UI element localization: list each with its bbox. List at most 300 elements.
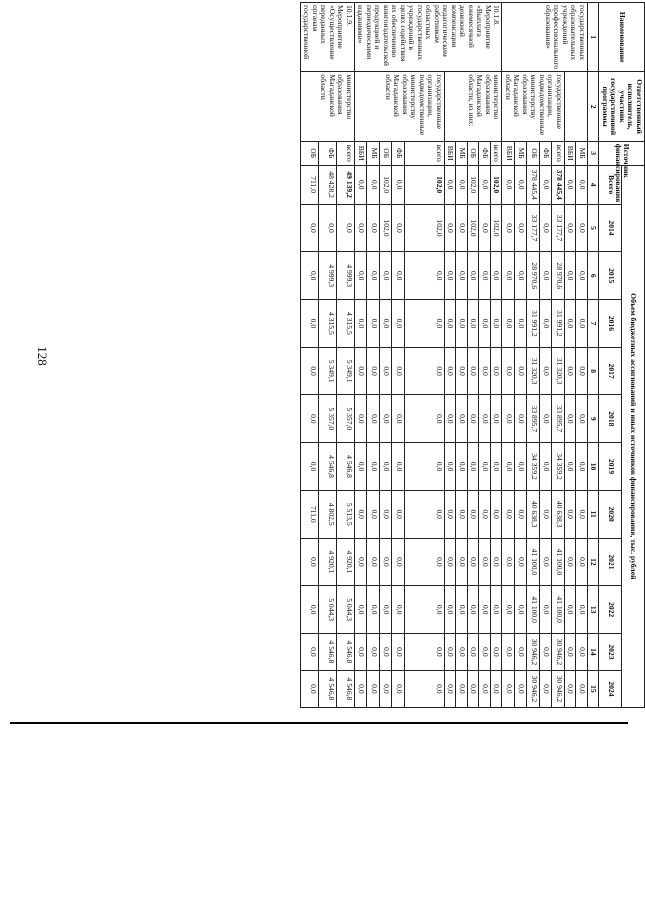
year-value: 0,0 — [491, 633, 503, 670]
year-value: 0,0 — [576, 670, 588, 707]
year-value: 0,0 — [565, 300, 577, 348]
year-value: 0,0 — [576, 347, 588, 395]
funding-source: всего — [405, 141, 445, 165]
year-value: 0,0 — [479, 204, 491, 252]
table-body — [301, 3, 588, 708]
year-value: 0,0 — [456, 586, 468, 634]
year-value: 0,0 — [479, 538, 491, 586]
year-value: 5 044,3 — [337, 586, 355, 634]
column-number: 14 — [588, 633, 600, 670]
year-value: 0,0 — [456, 490, 468, 538]
year-value: 0,0 — [380, 252, 393, 300]
total-value: 48 428,2 — [319, 165, 337, 204]
funding-source: ОБ — [380, 141, 393, 165]
year-value: 0,0 — [301, 586, 319, 634]
header-year: 2021 — [599, 538, 622, 586]
column-number: 13 — [588, 586, 600, 634]
year-value: 0,0 — [405, 300, 445, 348]
year-value: 31 320,3 — [552, 347, 565, 395]
year-value: 30 946,2 — [552, 633, 565, 670]
year-value: 0,0 — [502, 443, 515, 491]
column-number: 3 — [588, 141, 600, 165]
year-value: 0,0 — [540, 395, 553, 443]
year-value: 102,0 — [468, 204, 480, 252]
year-value: 0,0 — [502, 395, 515, 443]
year-value: 0,0 — [445, 490, 457, 538]
year-value: 5 357,0 — [337, 395, 355, 443]
year-value: 0,0 — [355, 395, 368, 443]
header-year: 2016 — [599, 300, 622, 348]
year-value: 0,0 — [540, 347, 553, 395]
column-number: 15 — [588, 670, 600, 707]
year-value: 0,0 — [445, 300, 457, 348]
year-value: 0,0 — [405, 490, 445, 538]
funding-source: ФБ — [319, 141, 337, 165]
table-row — [405, 3, 445, 708]
year-value: 0,0 — [355, 490, 368, 538]
year-value: 0,0 — [565, 395, 577, 443]
year-value: 0,0 — [367, 586, 380, 634]
year-value: 0,0 — [491, 443, 503, 491]
total-value: 102,0 — [405, 165, 445, 204]
year-value: 0,0 — [301, 300, 319, 348]
total-value: 0,0 — [367, 165, 380, 204]
funding-source: ВБИ — [445, 141, 457, 165]
header-total: Всего — [599, 165, 622, 204]
year-value: 41 100,0 — [552, 586, 565, 634]
year-value: 0,0 — [565, 670, 577, 707]
year-value: 0,0 — [479, 670, 491, 707]
year-value: 5 349,1 — [337, 347, 355, 395]
year-value: 0,0 — [491, 586, 503, 634]
year-value: 0,0 — [515, 395, 528, 443]
year-value: 0,0 — [479, 347, 491, 395]
year-value: 711,0 — [301, 490, 319, 538]
funding-source: ВБИ — [355, 141, 368, 165]
total-value: 0,0 — [502, 165, 515, 204]
year-value: 0,0 — [337, 204, 355, 252]
header-year: 2024 — [599, 670, 622, 707]
total-value: 0,0 — [576, 165, 588, 204]
year-value: 0,0 — [515, 633, 528, 670]
column-number: 4 — [588, 165, 600, 204]
executor-name: государственные организации, подведомственные министерству образования Магаданской области — [355, 72, 445, 141]
year-value: 0,0 — [468, 395, 480, 443]
year-value: 0,0 — [479, 490, 491, 538]
year-value: 41 100,0 — [527, 538, 540, 586]
year-value: 0,0 — [445, 670, 457, 707]
year-value: 33 177,7 — [552, 204, 565, 252]
year-value: 0,0 — [445, 633, 457, 670]
total-value: 0,0 — [445, 165, 457, 204]
year-value: 0,0 — [367, 443, 380, 491]
year-value: 0,0 — [540, 204, 553, 252]
funding-source: ОБ — [468, 141, 480, 165]
year-value: 0,0 — [540, 586, 553, 634]
year-value: 0,0 — [301, 252, 319, 300]
year-value: 41 100,0 — [552, 538, 565, 586]
year-value: 0,0 — [367, 300, 380, 348]
funding-source: ФБ — [479, 141, 491, 165]
column-number: 11 — [588, 490, 600, 538]
year-value: 0,0 — [456, 443, 468, 491]
year-value: 0,0 — [380, 443, 393, 491]
year-value: 0,0 — [502, 538, 515, 586]
column-number: 6 — [588, 252, 600, 300]
year-value: 0,0 — [565, 252, 577, 300]
year-value: 0,0 — [515, 538, 528, 586]
year-value: 0,0 — [405, 670, 445, 707]
year-value: 0,0 — [301, 538, 319, 586]
year-value: 0,0 — [405, 633, 445, 670]
year-value: 30 946,2 — [552, 670, 565, 707]
year-value: 0,0 — [301, 395, 319, 443]
year-value: 0,0 — [380, 538, 393, 586]
total-value: 102,0 — [491, 165, 503, 204]
year-value: 0,0 — [445, 395, 457, 443]
funding-source: ОБ — [527, 141, 540, 165]
year-value: 0,0 — [445, 252, 457, 300]
year-value: 0,0 — [491, 300, 503, 348]
year-value: 0,0 — [355, 586, 368, 634]
year-value: 4 920,1 — [337, 538, 355, 586]
year-value: 31 991,2 — [552, 300, 565, 348]
year-value: 0,0 — [540, 538, 553, 586]
rotated-page-content — [63, 2, 645, 708]
funding-source: ОБ — [301, 141, 319, 165]
year-value: 0,0 — [301, 204, 319, 252]
year-value: 102,0 — [405, 204, 445, 252]
year-value: 4 920,1 — [319, 538, 337, 586]
year-value: 0,0 — [468, 443, 480, 491]
year-value: 0,0 — [405, 586, 445, 634]
page-number: 128 — [34, 346, 50, 366]
year-value: 0,0 — [392, 443, 405, 491]
year-value: 40 638,3 — [552, 490, 565, 538]
year-value: 0,0 — [479, 633, 491, 670]
year-value: 0,0 — [301, 670, 319, 707]
year-value: 0,0 — [319, 204, 337, 252]
year-value: 0,0 — [367, 347, 380, 395]
year-value: 0,0 — [355, 300, 368, 348]
year-value: 0,0 — [380, 633, 393, 670]
column-number: 5 — [588, 204, 600, 252]
year-value: 33 177,7 — [527, 204, 540, 252]
column-number: 10 — [588, 443, 600, 491]
year-value: 4 999,3 — [337, 252, 355, 300]
year-value: 0,0 — [405, 538, 445, 586]
year-value: 0,0 — [367, 395, 380, 443]
header-year: 2020 — [599, 490, 622, 538]
year-value: 0,0 — [367, 490, 380, 538]
year-value: 4 999,3 — [319, 252, 337, 300]
year-value: 0,0 — [355, 204, 368, 252]
header-executor: Ответственный исполнитель, участник государственной программы — [599, 72, 645, 141]
year-value: 0,0 — [367, 633, 380, 670]
year-value: 0,0 — [355, 633, 368, 670]
year-value: 0,0 — [491, 670, 503, 707]
year-value: 0,0 — [392, 347, 405, 395]
year-value: 0,0 — [405, 252, 445, 300]
year-value: 0,0 — [515, 670, 528, 707]
year-value: 0,0 — [576, 633, 588, 670]
year-value: 0,0 — [367, 670, 380, 707]
header-year: 2014 — [599, 204, 622, 252]
year-value: 0,0 — [355, 443, 368, 491]
year-value: 0,0 — [468, 490, 480, 538]
year-value: 31 320,3 — [527, 347, 540, 395]
year-value: 0,0 — [468, 300, 480, 348]
year-value: 0,0 — [565, 443, 577, 491]
table-row — [576, 3, 588, 708]
year-value: 0,0 — [301, 347, 319, 395]
year-value: 30 946,2 — [527, 633, 540, 670]
year-value: 0,0 — [502, 347, 515, 395]
total-value: 0,0 — [540, 165, 553, 204]
year-value: 0,0 — [367, 538, 380, 586]
year-value: 34 359,2 — [527, 443, 540, 491]
year-value: 41 100,0 — [527, 586, 540, 634]
year-value: 102,0 — [491, 204, 503, 252]
year-value: 0,0 — [576, 443, 588, 491]
executor-name: министерство образования Магаданской области, из них: — [445, 72, 503, 141]
funding-source: всего — [491, 141, 503, 165]
header-year: 2022 — [599, 586, 622, 634]
year-value: 0,0 — [479, 395, 491, 443]
year-value: 0,0 — [380, 395, 393, 443]
year-value: 0,0 — [380, 670, 393, 707]
year-value: 0,0 — [479, 586, 491, 634]
year-value: 0,0 — [380, 347, 393, 395]
year-value: 0,0 — [355, 538, 368, 586]
year-value: 40 638,3 — [527, 490, 540, 538]
year-value: 0,0 — [540, 443, 553, 491]
year-value: 0,0 — [540, 252, 553, 300]
total-value: 378 445,4 — [552, 165, 565, 204]
total-value: 102,0 — [380, 165, 393, 204]
year-value: 0,0 — [355, 252, 368, 300]
year-value: 4 315,5 — [337, 300, 355, 348]
year-value: 0,0 — [380, 586, 393, 634]
header-year: 2019 — [599, 443, 622, 491]
year-value: 0,0 — [456, 633, 468, 670]
year-value: 0,0 — [468, 252, 480, 300]
year-value: 0,0 — [468, 538, 480, 586]
header-name: Наименование — [599, 3, 645, 72]
year-value: 0,0 — [515, 300, 528, 348]
year-value: 34 359,2 — [552, 443, 565, 491]
total-value: 102,0 — [468, 165, 480, 204]
total-value: 378 445,4 — [527, 165, 540, 204]
funding-source: ВБИ — [502, 141, 515, 165]
header-year: 2015 — [599, 252, 622, 300]
year-value: 0,0 — [392, 252, 405, 300]
year-value: 0,0 — [301, 443, 319, 491]
year-value: 0,0 — [456, 252, 468, 300]
year-value: 0,0 — [565, 633, 577, 670]
year-value: 0,0 — [355, 347, 368, 395]
year-value: 28 970,6 — [527, 252, 540, 300]
year-value: 0,0 — [502, 252, 515, 300]
year-value: 33 895,7 — [527, 395, 540, 443]
year-value: 0,0 — [392, 395, 405, 443]
year-value: 0,0 — [456, 347, 468, 395]
year-value: 0,0 — [392, 633, 405, 670]
executor-name: министерство образования Магаданской области — [301, 72, 355, 141]
year-value: 0,0 — [515, 204, 528, 252]
total-value: 0,0 — [355, 165, 368, 204]
year-value: 0,0 — [405, 443, 445, 491]
header-source: Источник финансирования — [599, 141, 645, 165]
table-header — [588, 3, 645, 708]
year-value: 0,0 — [565, 347, 577, 395]
table-row — [491, 3, 503, 708]
column-number: 7 — [588, 300, 600, 348]
year-value: 4 802,5 — [319, 490, 337, 538]
year-value: 0,0 — [468, 347, 480, 395]
year-value: 0,0 — [576, 490, 588, 538]
year-value: 4 546,8 — [319, 443, 337, 491]
table-row — [337, 3, 355, 708]
year-value: 4 315,5 — [319, 300, 337, 348]
year-value: 4 546,8 — [337, 633, 355, 670]
year-value: 0,0 — [355, 670, 368, 707]
year-value: 0,0 — [468, 586, 480, 634]
funding-source: МБ — [367, 141, 380, 165]
year-value: 0,0 — [491, 490, 503, 538]
year-value: 0,0 — [468, 633, 480, 670]
year-value: 0,0 — [456, 300, 468, 348]
year-value: 5 349,1 — [319, 347, 337, 395]
header-year: 2017 — [599, 347, 622, 395]
year-value: 0,0 — [456, 204, 468, 252]
year-value: 0,0 — [491, 347, 503, 395]
year-value: 0,0 — [565, 586, 577, 634]
total-value: 49 139,2 — [337, 165, 355, 204]
total-value: 0,0 — [456, 165, 468, 204]
year-value: 31 991,2 — [527, 300, 540, 348]
year-value: 0,0 — [502, 586, 515, 634]
year-value: 30 946,2 — [527, 670, 540, 707]
year-value: 0,0 — [456, 538, 468, 586]
funding-source: ФБ — [540, 141, 553, 165]
header-year: 2018 — [599, 395, 622, 443]
total-value: 711,0 — [301, 165, 319, 204]
column-number: 12 — [588, 538, 600, 586]
year-value: 0,0 — [576, 586, 588, 634]
year-value: 28 970,6 — [552, 252, 565, 300]
year-value: 4 546,8 — [319, 670, 337, 707]
executor-name: государственные организации, подведомственные министерству образования Магаданской области — [502, 72, 565, 141]
year-value: 0,0 — [380, 490, 393, 538]
year-value: 0,0 — [445, 443, 457, 491]
year-value: 0,0 — [502, 490, 515, 538]
year-value: 0,0 — [301, 633, 319, 670]
measure-name: государственных образовательных учреждений профессионального образования» — [502, 3, 588, 72]
year-value: 4 546,8 — [319, 633, 337, 670]
measure-name: 10.1.9. Мероприятие «Осуществление переданных органам государственной — [301, 3, 355, 72]
year-value: 0,0 — [491, 252, 503, 300]
year-value: 0,0 — [576, 538, 588, 586]
header-year: 2023 — [599, 633, 622, 670]
year-value: 0,0 — [367, 252, 380, 300]
funding-source: всего — [552, 141, 565, 165]
year-value: 0,0 — [576, 300, 588, 348]
year-value: 0,0 — [565, 204, 577, 252]
year-value: 0,0 — [576, 204, 588, 252]
year-value: 5 513,5 — [337, 490, 355, 538]
year-value: 0,0 — [445, 538, 457, 586]
funding-source: МБ — [456, 141, 468, 165]
year-value: 0,0 — [540, 633, 553, 670]
year-value: 33 895,7 — [552, 395, 565, 443]
header-funding-group: Объем бюджетных ассигнований и иных источников финансирования, тыс. рублей — [622, 165, 645, 707]
total-value: 0,0 — [392, 165, 405, 204]
year-value: 0,0 — [445, 347, 457, 395]
year-value: 0,0 — [392, 586, 405, 634]
funding-source: ВБИ — [565, 141, 577, 165]
year-value: 0,0 — [405, 395, 445, 443]
year-value: 5 357,0 — [319, 395, 337, 443]
year-value: 0,0 — [392, 204, 405, 252]
column-number: 2 — [588, 72, 600, 141]
year-value: 0,0 — [468, 670, 480, 707]
year-value: 0,0 — [479, 252, 491, 300]
year-value: 0,0 — [540, 300, 553, 348]
funding-source: МБ — [576, 141, 588, 165]
year-value: 0,0 — [502, 300, 515, 348]
total-value: 0,0 — [479, 165, 491, 204]
total-value: 0,0 — [515, 165, 528, 204]
year-value: 102,0 — [380, 204, 393, 252]
year-value: 4 546,8 — [337, 443, 355, 491]
column-number: 9 — [588, 395, 600, 443]
year-value: 4 546,8 — [337, 670, 355, 707]
total-value: 0,0 — [565, 165, 577, 204]
year-value: 0,0 — [515, 347, 528, 395]
year-value: 0,0 — [445, 586, 457, 634]
footer-rule — [10, 722, 628, 724]
funding-source: всего — [337, 141, 355, 165]
rotated-table-container — [63, 2, 645, 708]
year-value: 0,0 — [392, 300, 405, 348]
year-value: 0,0 — [479, 443, 491, 491]
year-value: 0,0 — [565, 538, 577, 586]
year-value: 0,0 — [392, 490, 405, 538]
executor-name — [565, 72, 588, 141]
year-value: 5 044,3 — [319, 586, 337, 634]
year-value: 0,0 — [367, 204, 380, 252]
year-value: 0,0 — [392, 538, 405, 586]
year-value: 0,0 — [515, 586, 528, 634]
year-value: 0,0 — [515, 490, 528, 538]
year-value: 0,0 — [405, 347, 445, 395]
year-value: 0,0 — [502, 670, 515, 707]
table-row — [552, 3, 565, 708]
year-value: 0,0 — [479, 300, 491, 348]
year-value: 0,0 — [515, 443, 528, 491]
year-value: 0,0 — [540, 490, 553, 538]
year-value: 0,0 — [380, 300, 393, 348]
year-value: 0,0 — [576, 252, 588, 300]
year-value: 0,0 — [491, 538, 503, 586]
year-value: 0,0 — [502, 204, 515, 252]
year-value: 0,0 — [456, 670, 468, 707]
year-value: 0,0 — [576, 395, 588, 443]
funding-source: ФБ — [392, 141, 405, 165]
year-value: 0,0 — [540, 670, 553, 707]
year-value: 0,0 — [502, 633, 515, 670]
